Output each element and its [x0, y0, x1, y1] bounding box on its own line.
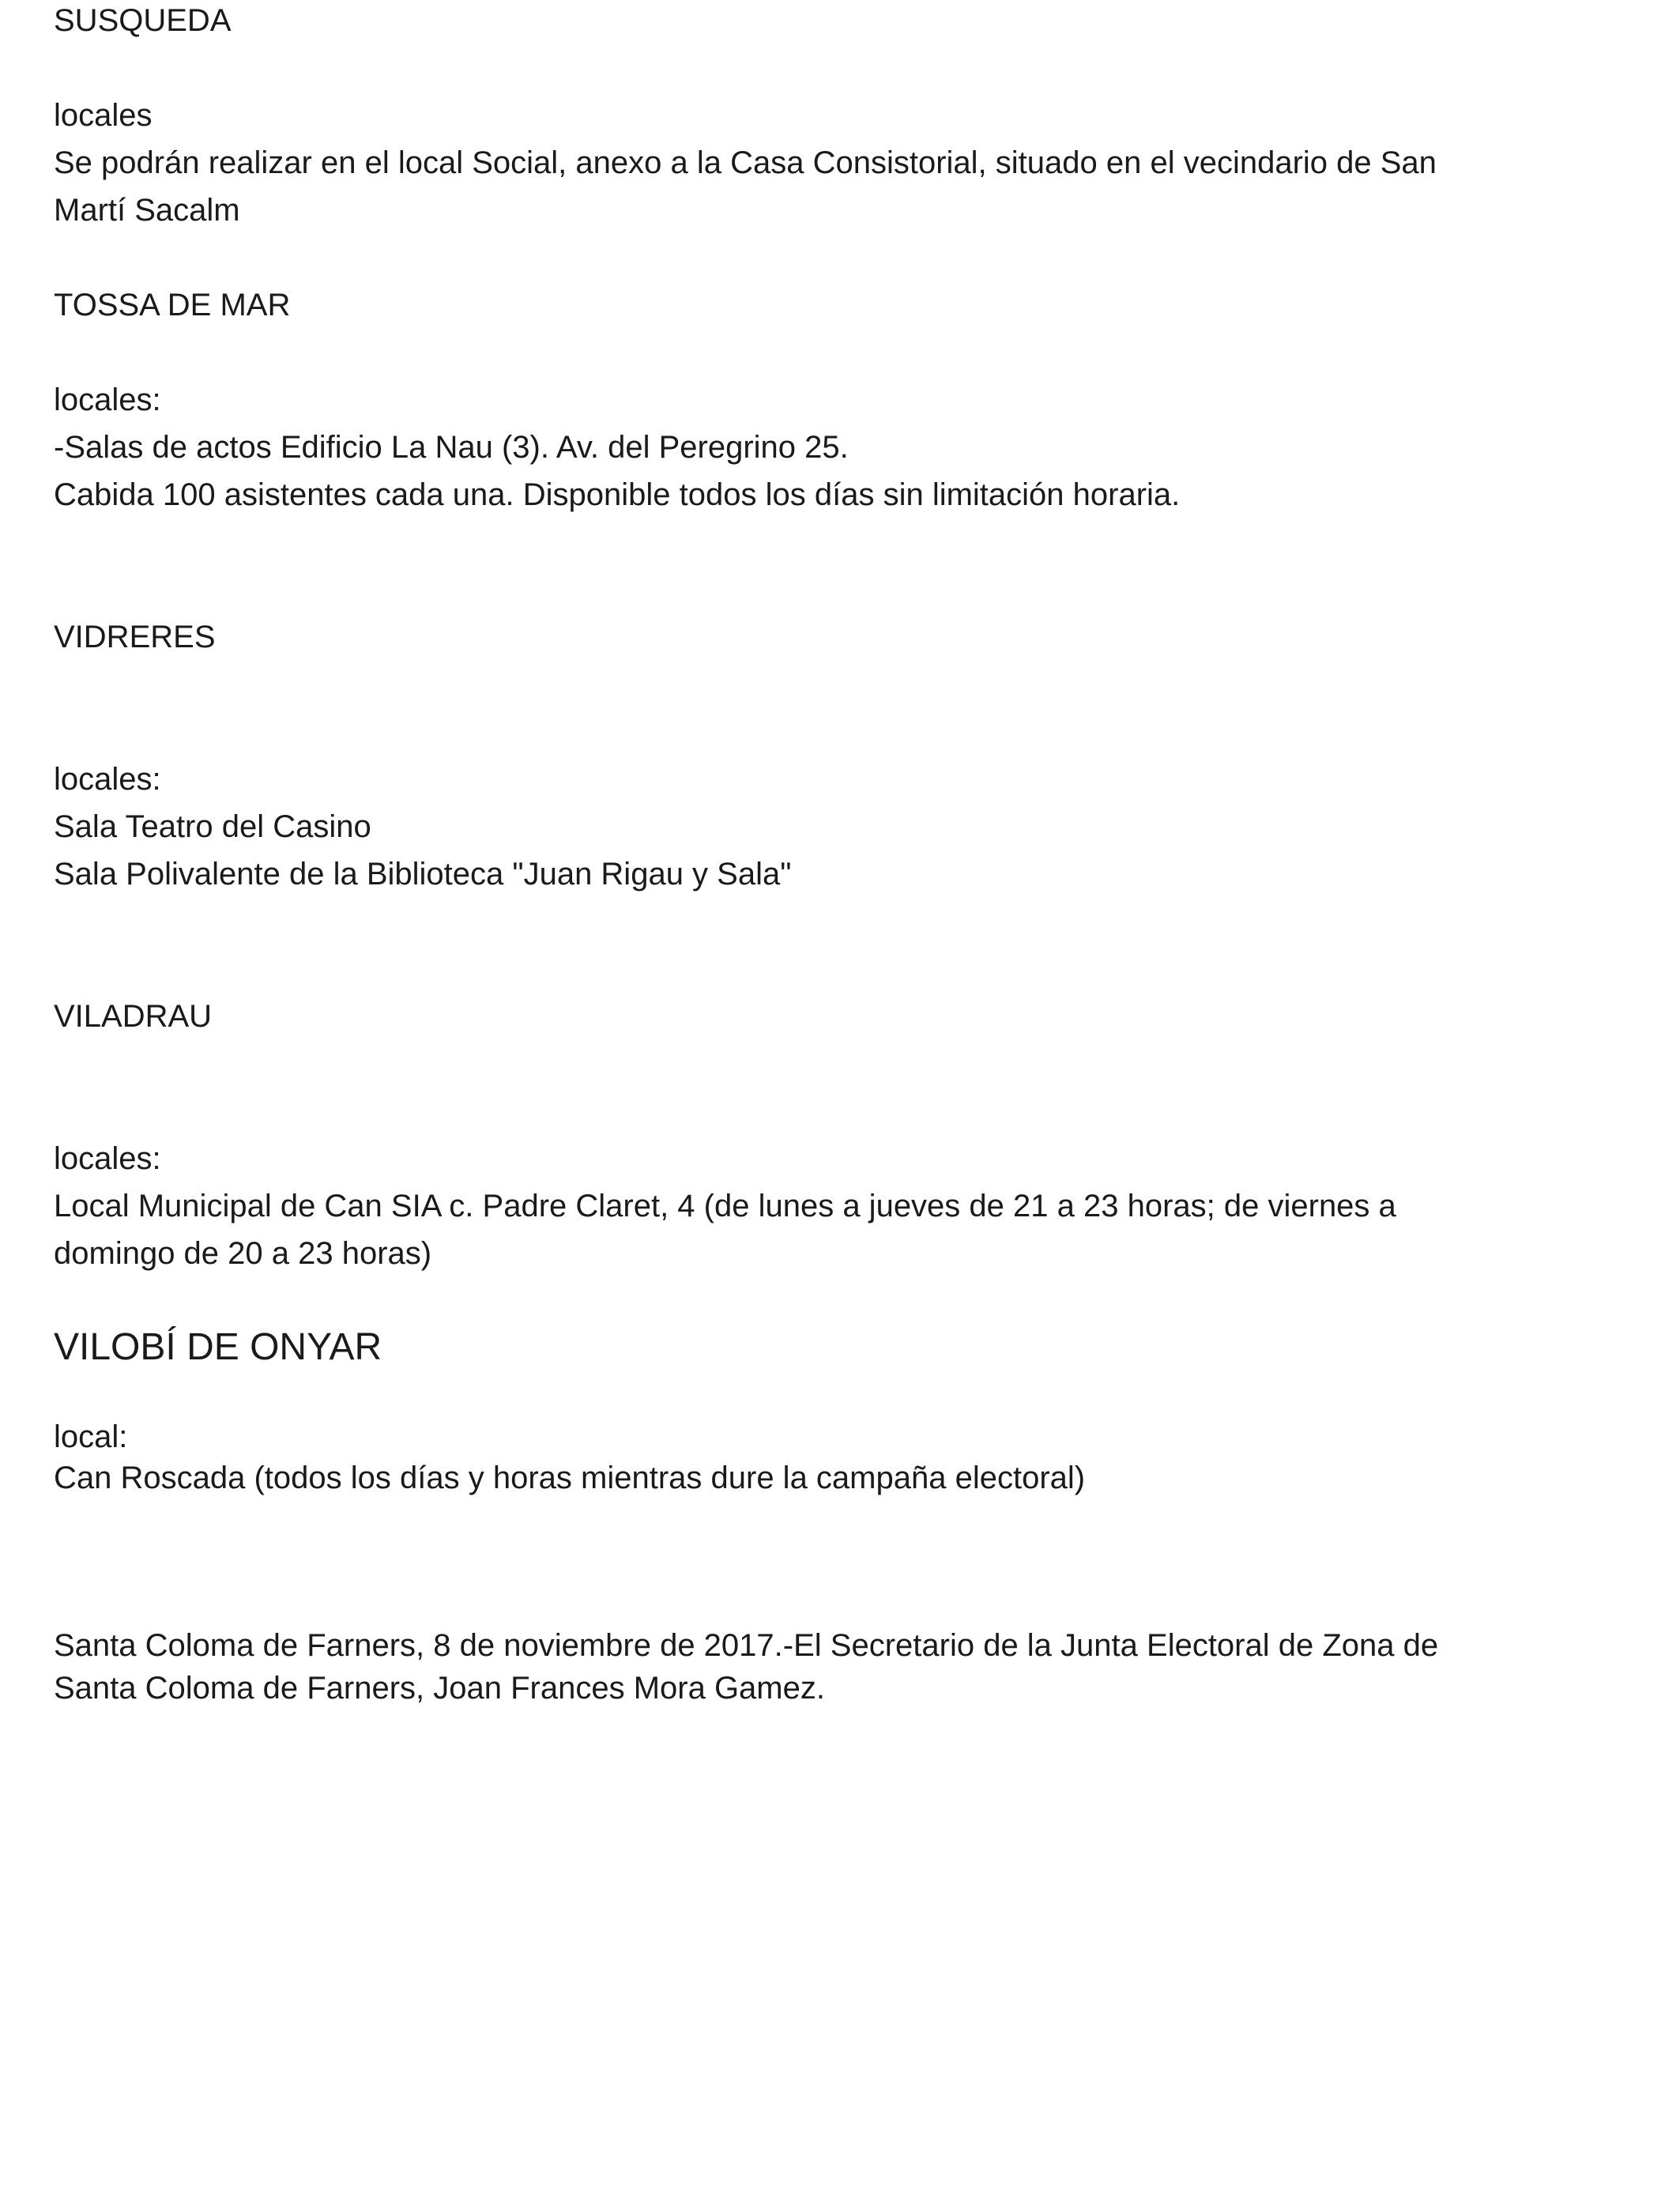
section-label-vidreres: locales:: [54, 762, 161, 797]
section-label-vilobi-de-onyar: local:: [54, 1419, 128, 1454]
section-heading-viladrau: VILADRAU: [54, 999, 213, 1034]
section-text-susqueda-line-1: Se podrán realizar en el local Social, anexo a la Casa Consistorial, situado en el vecindario de San: [54, 145, 1437, 180]
section-text-viladrau-line-2: domingo de 20 a 23 horas): [54, 1236, 432, 1271]
closing-line-2: Santa Coloma de Farners, Joan Frances Mora Gamez.: [54, 1671, 825, 1706]
section-heading-vidreres: VIDRERES: [54, 620, 216, 654]
section-text-tossa-de-mar-line-2: Cabida 100 asistentes cada una. Disponible todos los días sin limitación horaria.: [54, 477, 1181, 512]
section-text-tossa-de-mar-line-1: -Salas de actos Edificio La Nau (3). Av. del Peregrino 25.: [54, 430, 849, 465]
section-heading-susqueda: SUSQUEDA: [54, 3, 232, 38]
section-label-susqueda: locales: [54, 98, 153, 133]
section-text-susqueda-line-2: Martí Sacalm: [54, 193, 240, 228]
section-text-viladrau-line-1: Local Municipal de Can SIA c. Padre Claret, 4 (de lunes a jueves de 21 a 23 horas; de viernes a: [54, 1189, 1396, 1223]
section-heading-vilobi-de-onyar: VILOBÍ DE ONYAR: [54, 1326, 382, 1368]
section-text-vidreres-line-1: Sala Teatro del Casino: [54, 809, 371, 844]
section-label-tossa-de-mar: locales:: [54, 383, 161, 417]
section-text-vilobi-de-onyar-line-1: Can Roscada (todos los días y horas mientras dure la campaña electoral): [54, 1461, 1086, 1495]
section-label-viladrau: locales:: [54, 1141, 161, 1176]
section-heading-tossa-de-mar: TOSSA DE MAR: [54, 288, 291, 322]
section-text-vidreres-line-2: Sala Polivalente de la Biblioteca "Juan Rigau y Sala": [54, 857, 792, 892]
closing-line-1: Santa Coloma de Farners, 8 de noviembre de 2017.-El Secretario de la Junta Electoral de Zona de: [54, 1628, 1439, 1663]
